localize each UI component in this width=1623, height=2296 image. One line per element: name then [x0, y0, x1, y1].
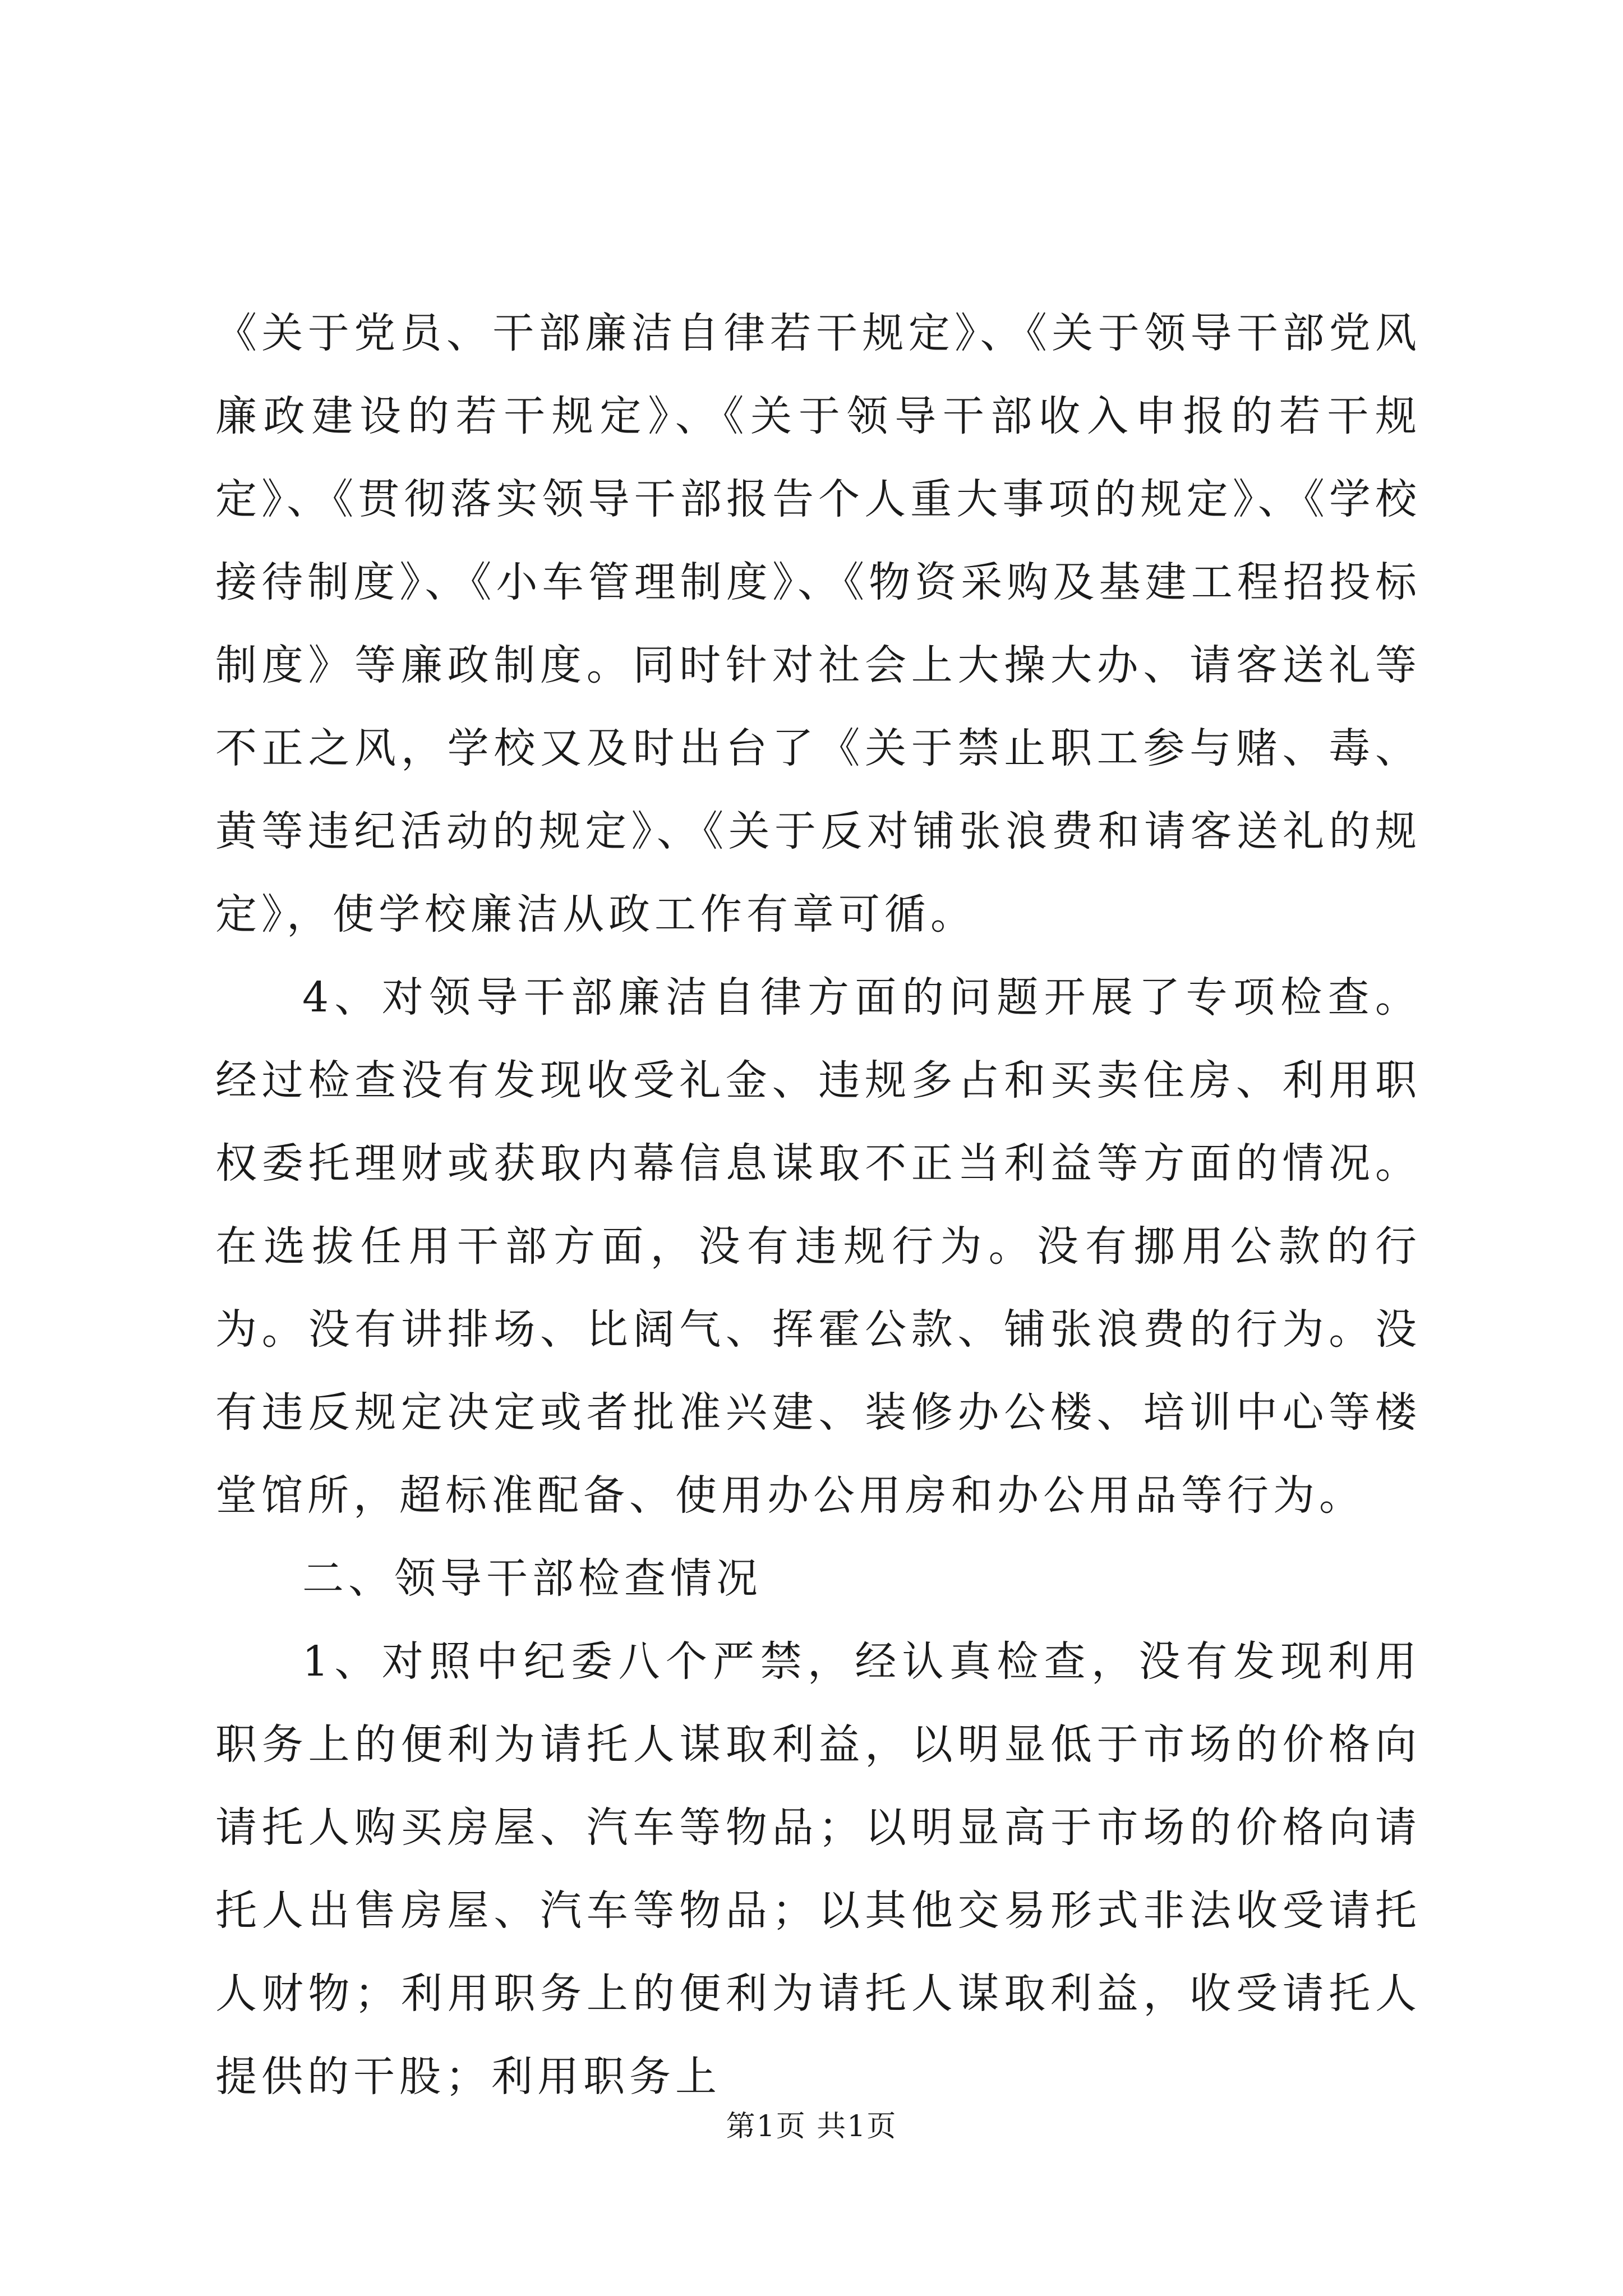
document-body: [215, 292, 1421, 2118]
paragraph-eight-prohibitions: 1、对照中纪委八个严禁，经认真检查，没有发现利用职务上的便利为请托人谋取利益，以明显低于市场的价格向请托人购买房屋、汽车等物品；以明显高于市场的价格向请托人出售房屋、汽车等物品；以其他交易形式非法收受请托人财物；利用职务上的便利为请托人谋取利益，收受请托人提供的干股；利用职务上: [215, 1637, 1421, 2101]
page-number-footer: 第1页 共1页: [726, 2110, 897, 2143]
section-heading-leader-inspection: 二、领导干部检查情况: [302, 1554, 762, 1603]
paragraph-regulations-list: 《关于党员、干部廉洁自律若干规定》、《关于领导干部党风廉政建设的若干规定》、《关于领导干部收入申报的若干规定》、《贯彻落实领导干部报告个人重大事项的规定》、《学校接待制度》、《小车管理制度》、《物资采购及基建工程招投标制度》等廉政制度。同时针对社会上大操大办、请客送礼等不正之风，学校又及时出台了《关于禁止职工参与赌、毒、黄等违纪活动的规定》、《关于反对铺张浪费和请客送礼的规定》，使学校廉洁从政工作有章可循。: [215, 309, 1421, 938]
paragraph-special-inspection: 4、对领导干部廉洁自律方面的问题开展了专项检查。经过检查没有发现收受礼金、违规多占和买卖住房、利用职权委托理财或获取内幕信息谋取不正当利益等方面的情况。在选拔任用干部方面，没有违规行为。没有挪用公款的行为。没有讲排场、比阔气、挥霍公款、铺张浪费的行为。没有违反规定决定或者批准兴建、装修办公楼、培训中心等楼堂馆所，超标准配备、使用办公用房和办公用品等行为。: [215, 973, 1421, 1520]
